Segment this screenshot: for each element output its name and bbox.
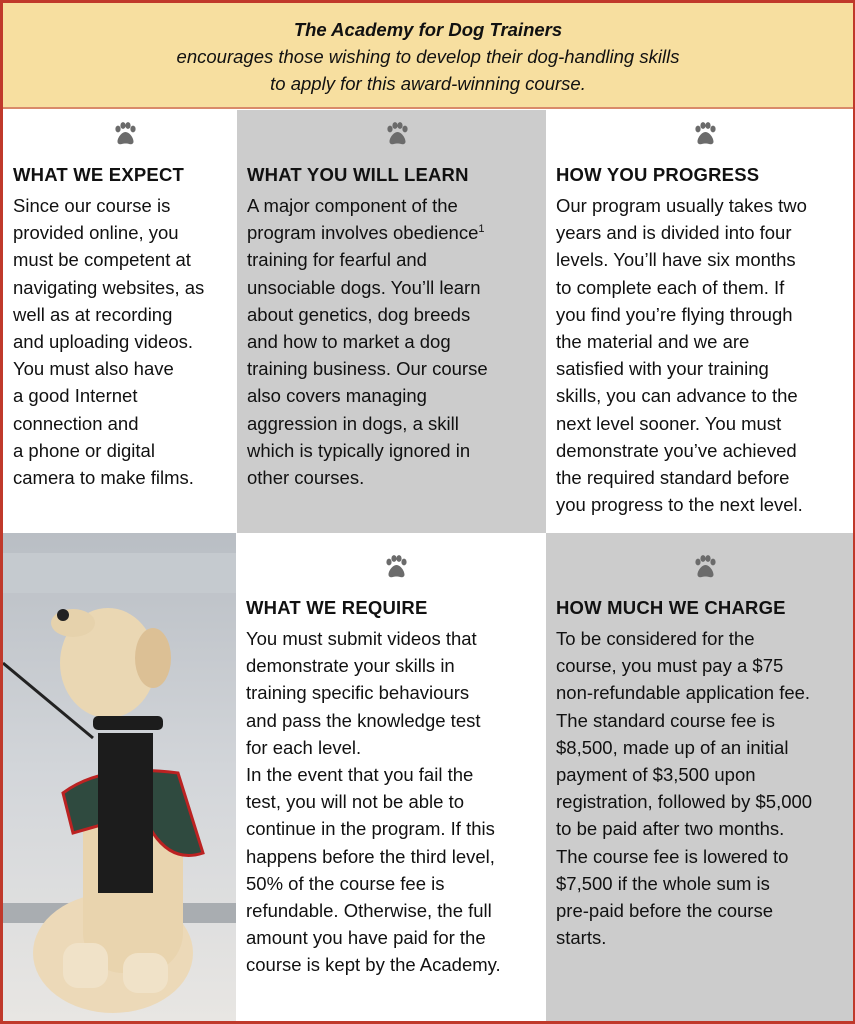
body-line-text: about genetics, dog breeds [247,303,471,325]
body-line-text: You must also have [13,358,174,380]
body-line-text: and how to market a dog [247,331,451,353]
body-line-text: payment of $3,500 upon [556,764,756,786]
body-line-text: well as at recording [13,303,173,325]
body-line-text: levels. You’ll have six months [556,249,796,271]
banner-title: The Academy for Dog Trainers [293,19,563,40]
body-line-text: course is kept by the Academy. [246,954,501,976]
body-line-text: course, you must pay a $75 [556,655,784,677]
body-line-text: to complete each of them. If [556,276,785,298]
body-line-text: and pass the knowledge test [246,709,481,731]
section-heading: HOW YOU PROGRESS [556,164,760,185]
banner-line-2: to apply for this award-winning course. [270,73,586,94]
body-line-text: unsociable dogs. You’ll learn [247,276,481,298]
body-line-text: Since our course is [13,195,171,216]
body-line-text: the material and we are [556,331,750,353]
body-line-text: a good Internet [13,385,138,407]
footnote-marker: 1 [478,223,485,236]
body-line-text: You must submit videos that [246,628,477,649]
body-line-text: 50% of the course fee is [246,872,445,894]
body-line-text: aggression in dogs, a skill [247,412,459,434]
body-line-text: for each level. [246,736,362,758]
body-line-text: skills, you can advance to the [556,385,798,407]
body-line-text: continue in the program. If this [246,818,495,840]
body-line-text: training business. Our course [247,358,488,380]
body-line-text: test, you will not be able to [246,791,465,813]
section-heading: WHAT WE REQUIRE [246,597,428,618]
body-line-text: The course fee is lowered to [556,845,789,867]
body-line-text: amount you have paid for the [246,927,486,949]
body-line-text: a phone or digital [13,439,155,461]
body-line-text: refundable. Otherwise, the full [246,900,492,922]
body-line-text: also covers managing [247,385,427,407]
body-line-text: In the event that you fail the [246,764,474,786]
body-line-text: To be considered for the [556,628,755,649]
body-line-text: camera to make films. [13,467,194,489]
body-line-text: which is typically ignored in [247,439,471,461]
section-heading: WHAT YOU WILL LEARN [247,164,469,185]
section-heading: HOW MUCH WE CHARGE [556,597,786,618]
body-line-text: program involves obedience [247,222,479,244]
body-line-text: next level sooner. You must [556,412,782,434]
body-line-text: training for fearful and [247,249,427,271]
body-line-text: registration, followed by $5,000 [556,791,813,813]
body-line-text: connection and [13,412,139,434]
body-line-text: years and is divided into four [556,222,792,244]
body-line-text: $8,500, made up of an initial [556,736,789,758]
body-line-text: must be competent at [13,249,191,271]
body-line-text: pre-paid before the course [556,900,773,922]
banner-line-1: encourages those wishing to develop their dog-handling skills [176,46,680,67]
body-line-text: happens before the third level, [246,845,495,867]
body-line-text: demonstrate your skills in [246,655,455,677]
body-line-text: $7,500 if the whole sum is [556,872,770,894]
body-line-text: and uploading videos. [13,331,194,353]
body-line-text: demonstrate you’ve achieved [556,439,797,461]
body-line-text: satisfied with your training [556,358,769,380]
body-line-text: you progress to the next level. [556,494,803,516]
body-line-text: navigating websites, as [13,276,205,298]
body-line-text: The standard course fee is [556,709,776,731]
body-line-text: the required standard before [556,467,790,489]
body-line-text: to be paid after two months. [556,818,785,840]
section-heading: WHAT WE EXPECT [13,164,185,185]
body-line-text: provided online, you [13,222,179,244]
body-line-text: starts. [556,927,607,949]
body-line-text: other courses. [247,467,365,489]
body-line-text: training specific behaviours [246,682,470,704]
body-line-text: you find you’re flying through [556,303,793,325]
body-line-text: Our program usually takes two [556,195,807,216]
body-line-text: A major component of the [247,195,458,216]
body-line-text: non-refundable application fee. [556,682,811,704]
